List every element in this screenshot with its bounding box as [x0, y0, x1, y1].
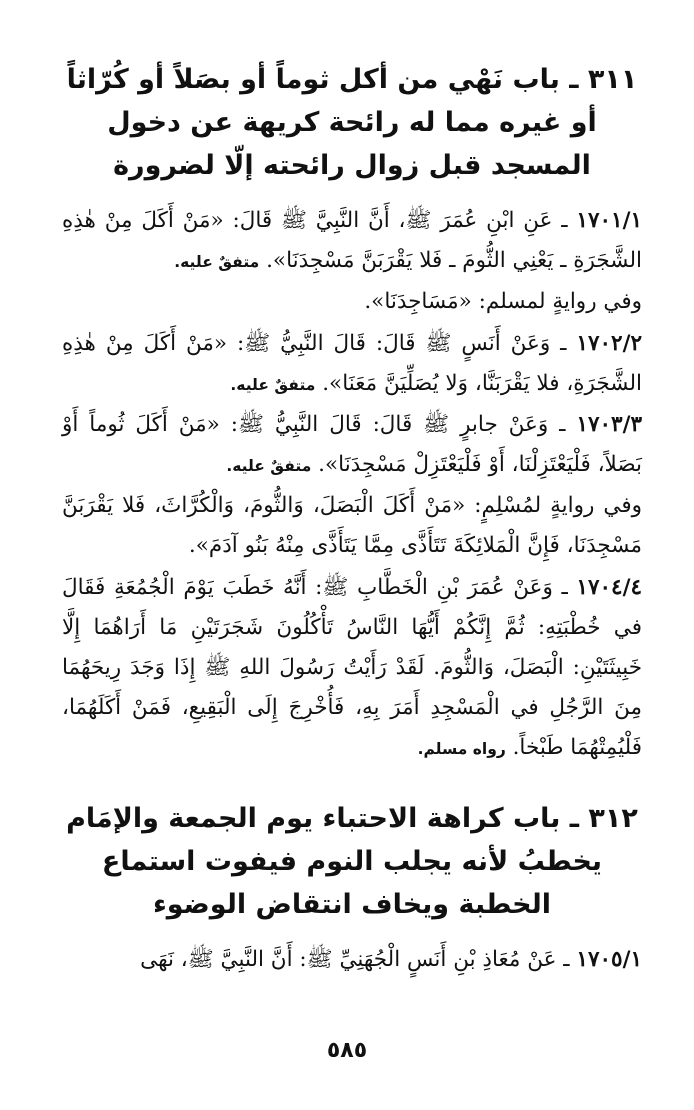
chapter-title-line: أو غيره مما له رائحة كريهة عن دخول	[107, 107, 597, 138]
hadith-text: ـ وَعَنْ عُمَرَ بْنِ الْخَطَّابِ ﷺ: أَنَّهُ خَطَبَ يَوْمَ الْجُمُعَةِ فَقَالَ في خُطْبَتِهِ: ثُمَّ إِنَّكُمْ أَيُّهَا النَّاسُ تَأْكُلُونَ شَجَرَتَيْنِ مَا أَرَاهُمَا إِلَّا خَبِيثَتَيْنِ: الْبَصَلَ، وَالثُّومَ. لَقَدْ رَأَيْتُ رَسُولَ اللهِ ﷺ إِذَا وَجَدَ رِيحَهُمَا مِنَ الرَّجُلِ في الْمَسْجِدِ أَمَرَ بِهِ، فَأُخْرِجَ إِلَى الْبَقِيعِ، فَمَنْ أَكَلَهُمَا، فَلْيُمِتْهُمَا طَبْخاً.	[62, 575, 642, 760]
hadith-text: ـ عَنْ مُعَاذِ بْنِ أَنَسٍ الْجُهَنِيِّ ﷺ: أَنَّ النَّبِيَّ ﷺ، نَهَى	[140, 947, 577, 972]
hadith-1702	[62, 324, 642, 405]
hadith-number: ١٧٠٤/٤	[576, 575, 642, 600]
chapter-title-line: الخطبة ويخاف انتقاض الوضوء	[152, 889, 552, 920]
hadith-text: ـ وَعَنْ أَنَسٍ ﷺ قَالَ: قَالَ النَّبِيُّ ﷺ: «مَنْ أَكَلَ مِنْ هٰذِهِ الشَّجَرَةِ، فلا يَقْرَبَنَّا، وَلا يُصَلِّيَنَّ مَعَنَا».	[62, 331, 642, 396]
hadith-1703-variant	[62, 486, 642, 566]
chapter-title-line: ٣١١ ـ باب نَهْي من أكل ثوماً أو بصَلاً أو كُرّاثاً	[66, 64, 638, 95]
hadith-1701-variant	[62, 282, 642, 322]
hadith-reference: متفقٌ عليه.	[230, 376, 316, 394]
chapter-311-title	[62, 58, 642, 187]
hadith-1705	[62, 940, 642, 980]
hadith-text: وفي روايةٍ لمسلم: «مَسَاجِدَنَا».	[364, 289, 642, 314]
hadith-text: ـ عَنِ ابْنِ عُمَرَ ﷺ، أَنَّ النَّبِيَّ ﷺ قَالَ: «مَنْ أَكَلَ مِنْ هٰذِهِ الشَّجَرَةِ ـ يَعْنِي الثُّومَ ـ فَلا يَقْرَبَنَّ مَسْجِدَنَا».	[62, 208, 642, 273]
hadith-1704	[62, 568, 642, 769]
hadith-number: ١٧٠١/١	[576, 208, 642, 233]
chapter-312-title	[62, 797, 642, 926]
hadith-1703	[62, 405, 642, 486]
hadith-number: ١٧٠٣/٣	[576, 412, 642, 437]
hadith-number: ١٧٠٥/١	[576, 947, 642, 972]
chapter-title-line: ٣١٢ ـ باب كراهة الاحتباء يوم الجمعة والإمَام	[66, 803, 638, 834]
chapter-title-line: يخطبُ لأنه يجلب النوم فيفوت استماع	[101, 846, 603, 877]
page-number: ٥٨٥	[326, 1038, 368, 1063]
hadith-text: وفي روايةٍ لمُسْلِمٍ: «مَنْ أَكَلَ الْبَصَلَ، وَالثُّومَ، وَالْكُرَّاثَ، فَلا يَقْرَبَنَّ مَسْجِدَنَا، فَإِنَّ الْمَلائِكَةَ تَتَأَذَّى مِمَّا يَتَأَذَّى مِنْهُ بَنُو آدَمَ».	[62, 493, 642, 558]
hadith-reference: رواه مسلم.	[417, 740, 506, 758]
hadith-text: ـ وَعَنْ جابرٍ ﷺ قَالَ: قَالَ النَّبِيُّ ﷺ: «مَنْ أَكَلَ ثُوماً أَوْ بَصَلاً، فَلْيَعْتَزِلْنَا، أَوْ فَلْيَعْتَزِلْ مَسْجِدَنَا».	[62, 412, 642, 477]
hadith-reference: متفقٌ عليه.	[226, 457, 312, 475]
hadith-1701	[62, 201, 642, 282]
hadith-reference: متفقٌ عليه.	[174, 253, 260, 271]
hadith-number: ١٧٠٢/٢	[576, 331, 642, 356]
chapter-title-line: المسجد قبل زوال رائحته إلّا لضرورة	[113, 150, 591, 181]
